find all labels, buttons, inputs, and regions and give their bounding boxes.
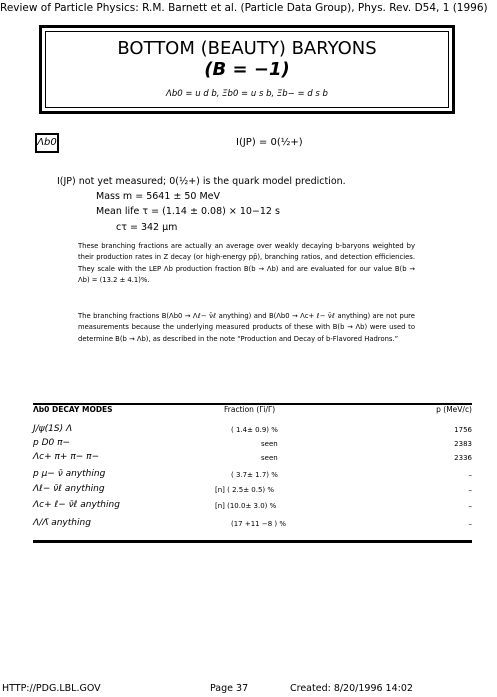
title-box [39, 25, 455, 114]
momentum-header: p (MeV/c) [436, 405, 472, 414]
table-bottom-rule [33, 540, 472, 543]
page-header: Review of Particle Physics: R.M. Barnett et al. (Particle Data Group), Phys. Rev. D54, 1 (1996) [0, 2, 488, 14]
decay-momentum: – [468, 486, 472, 494]
decay-momentum: 2336 [454, 454, 472, 462]
branching-note-paragraph-2: The branching fractions B(Λb0 → Λℓ− ν̄ℓ anything) and B(Λb0 → Λc+ ℓ− ν̄ℓ anything) are not pure measurements because the underlying measured products of these with B(b → Λb) were used to determine B(b → Λb), as described in the note “Production and Decay of b-Flavored Hadrons.” [78, 312, 415, 343]
decay-modes-header: Λb0 DECAY MODES [33, 405, 113, 414]
table-row [33, 452, 472, 466]
footer-url: HTTP://PDG.LBL.GOV [2, 683, 101, 694]
decay-mode: Λc+ π+ π− π− [33, 452, 100, 462]
decay-mode: Λℓ− ν̄ℓ anything [33, 484, 105, 494]
branching-note-paragraph-1: These branching fractions are actually an average over weakly decaying b-baryons weighted by their production rates in Z decay (or high-energy pp̄), branching ratios, and detection efficiencies. They scale with the LEP Λb production fraction B(b → Λb) and are evaluated for our value B(b → Λb) = (13.2 ± 4.1)%. [78, 242, 415, 284]
mass-value: Mass m = 5641 ± 50 MeV [96, 191, 221, 202]
section-title: BOTTOM (BEAUTY) BARYONS [117, 38, 377, 59]
decay-fraction: seen [261, 440, 278, 448]
decay-momentum: 2383 [454, 440, 472, 448]
decay-mode: p D0 π− [33, 438, 71, 448]
decay-momentum: 1756 [454, 426, 472, 434]
footer-page: Page 37 [210, 683, 249, 694]
table-row [33, 518, 472, 532]
mean-life-value: Mean life τ = (1.14 ± 0.08) × 10−12 s [96, 206, 280, 217]
quark-content: Λb0 = u d b, Ξb0 = u s b, Ξb− = d s b [166, 89, 328, 99]
decay-fraction: ( 3.7± 1.7) % [231, 471, 278, 479]
isospin-spin-parity: I(JP) = 0(½+) [236, 137, 303, 148]
decay-fraction: (17 +11 −8 ) % [231, 520, 287, 528]
decay-mode: Λc+ ℓ− ν̄ℓ anything [33, 500, 120, 510]
particle-symbol: Λb0 [37, 137, 57, 148]
table-row [33, 500, 472, 514]
decay-mode: J/ψ(1S) Λ [33, 424, 73, 434]
ctau-value: cτ = 342 μm [116, 222, 178, 233]
particle-symbol-box [35, 133, 59, 153]
quantum-numbers-note: I(JP) not yet measured; 0(½+) is the quark model prediction. [57, 176, 346, 187]
decay-mode: Λ/Λ̄ anything [33, 518, 91, 528]
decay-mode: p μ− ν̄ anything [33, 469, 106, 479]
baryon-number: (B = −1) [204, 59, 290, 80]
table-row [33, 484, 472, 498]
decay-momentum: – [468, 520, 472, 528]
decay-momentum: – [468, 502, 472, 510]
fraction-header: Fraction (Γi/Γ) [224, 405, 276, 414]
table-row [33, 469, 472, 483]
footer-created: Created: 8/20/1996 14:02 [290, 683, 413, 694]
decay-fraction: ( 1.4± 0.9) % [231, 426, 278, 434]
decay-momentum: – [468, 471, 472, 479]
decay-fraction: [n] ( 2.5± 0.5) % [215, 486, 275, 494]
table-row [33, 438, 472, 452]
table-row [33, 424, 472, 438]
decay-fraction: seen [261, 454, 278, 462]
decay-fraction: [n] (10.0± 3.0) % [215, 502, 277, 510]
